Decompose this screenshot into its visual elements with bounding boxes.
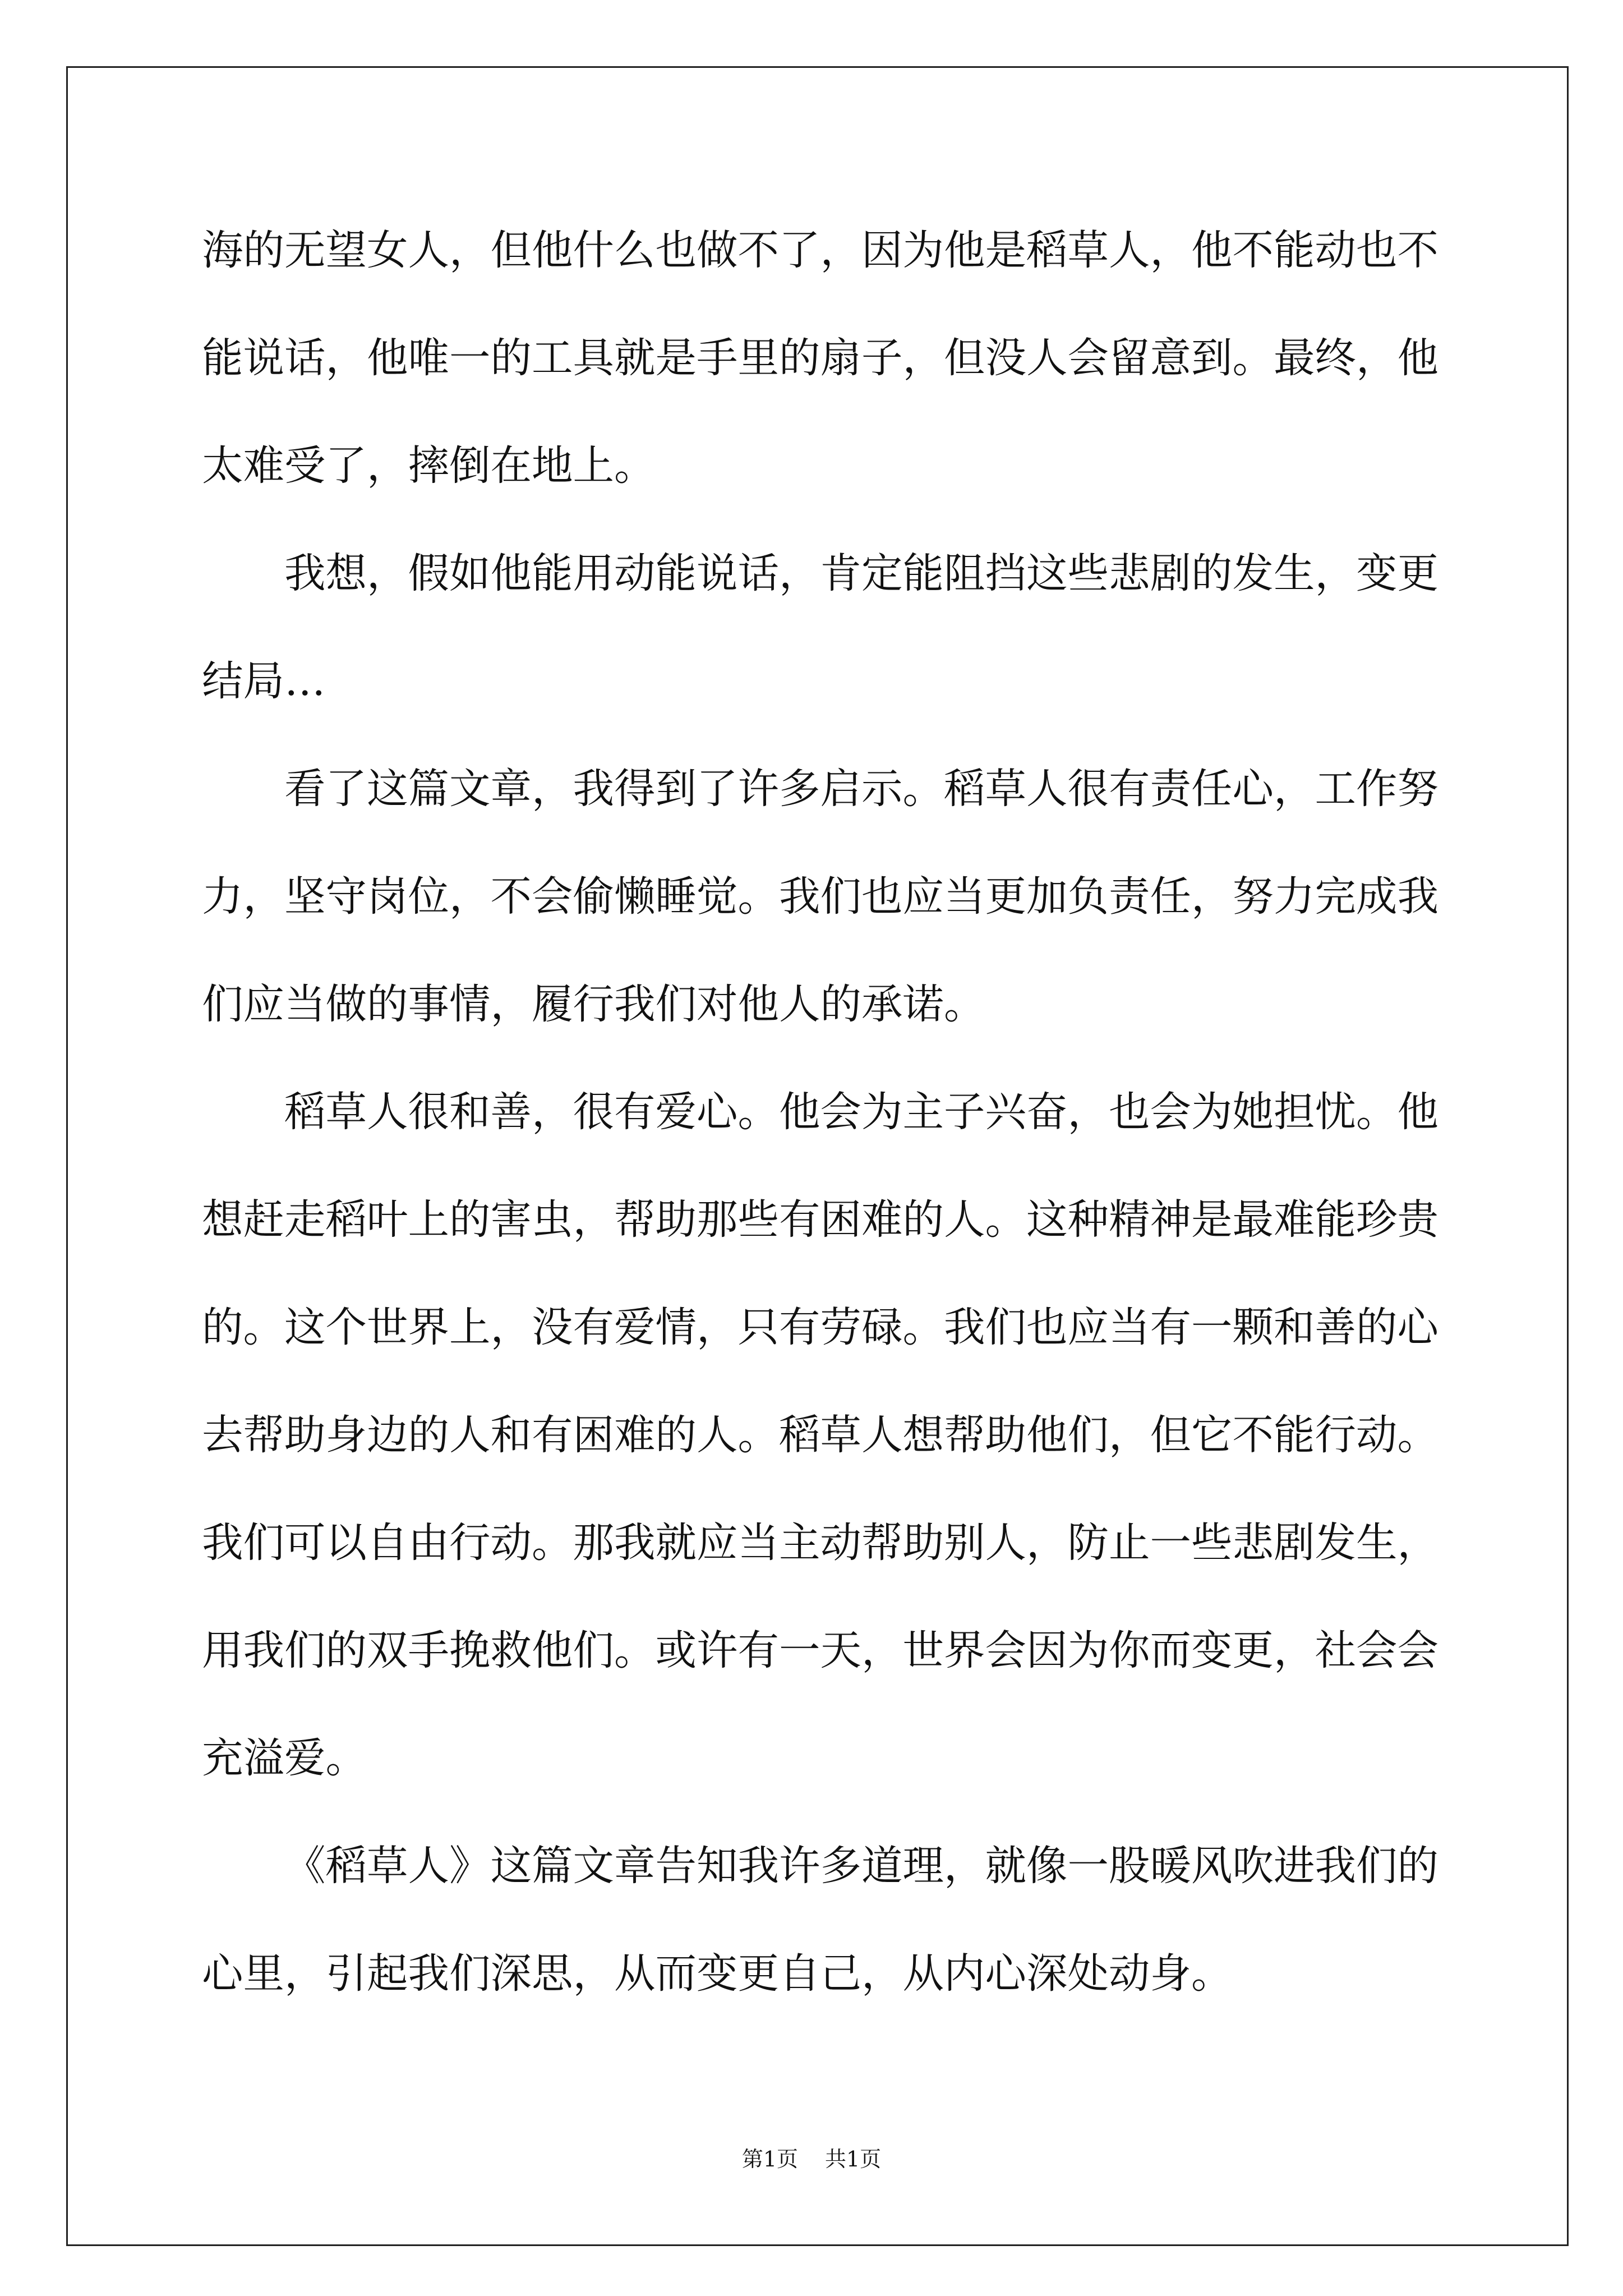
text-line: 们应当做的事情，履行我们对他人的承诺。 xyxy=(202,981,985,1028)
paragraph xyxy=(202,1812,1458,2028)
text-line: 太难受了，摔倒在地上。 xyxy=(202,442,656,490)
text-line: 能说话，他唯一的工具就是手里的扇子，但没人会留意到。最终，他 xyxy=(202,334,1438,382)
text-line: 想赶走稻叶上的害虫，帮助那些有困难的人。这种精神是最难能珍贵 xyxy=(202,1196,1438,1244)
text-line: 看了这篇文章，我得到了许多启示。稻草人很有责任心，工作努 xyxy=(284,765,1438,813)
text-line: 《稻草人》这篇文章告知我许多道理，就像一股暖风吹进我们的 xyxy=(284,1842,1438,1890)
text-line: 去帮助身边的人和有困难的人。稻草人想帮助他们，但它不能行动。 xyxy=(202,1411,1438,1459)
page-number: 第1页 xyxy=(741,2147,798,2171)
paragraph xyxy=(202,520,1458,735)
text-line: 用我们的双手挽救他们。或许有一天，世界会因为你而变更，社会会 xyxy=(202,1627,1438,1674)
text-line: 我们可以自由行动。那我就应当主动帮助别人，防止一些悲剧发生， xyxy=(202,1519,1438,1567)
paragraph xyxy=(202,735,1458,1059)
text-line: 充溢爱。 xyxy=(202,1734,367,1782)
text-line: 稻草人很和善，很有爱心。他会为主子兴奋，也会为她担忧。他 xyxy=(284,1088,1438,1136)
text-line: 的。这个世界上，没有爱情，只有劳碌。我们也应当有一颗和善的心 xyxy=(202,1304,1438,1351)
paragraph xyxy=(202,1059,1458,1812)
text-line: 我想，假如他能用动能说话，肯定能阻挡这些悲剧的发生，变更 xyxy=(284,550,1438,597)
text-line: 力，坚守岗位，不会偷懒睡觉。我们也应当更加负责任，努力完成我 xyxy=(202,873,1438,921)
text-line: 海的无望女人，但他什么也做不了，因为他是稻草人，他不能动也不 xyxy=(202,227,1438,274)
paragraph xyxy=(202,197,1458,520)
text-line: 心里，引起我们深思，从而变更自己，从内心深处动身。 xyxy=(202,1950,1233,1998)
text-line: 结局… xyxy=(202,657,326,705)
page-footer xyxy=(0,2144,1623,2174)
document-body xyxy=(202,197,1458,2028)
page-total: 共1页 xyxy=(825,2147,882,2171)
